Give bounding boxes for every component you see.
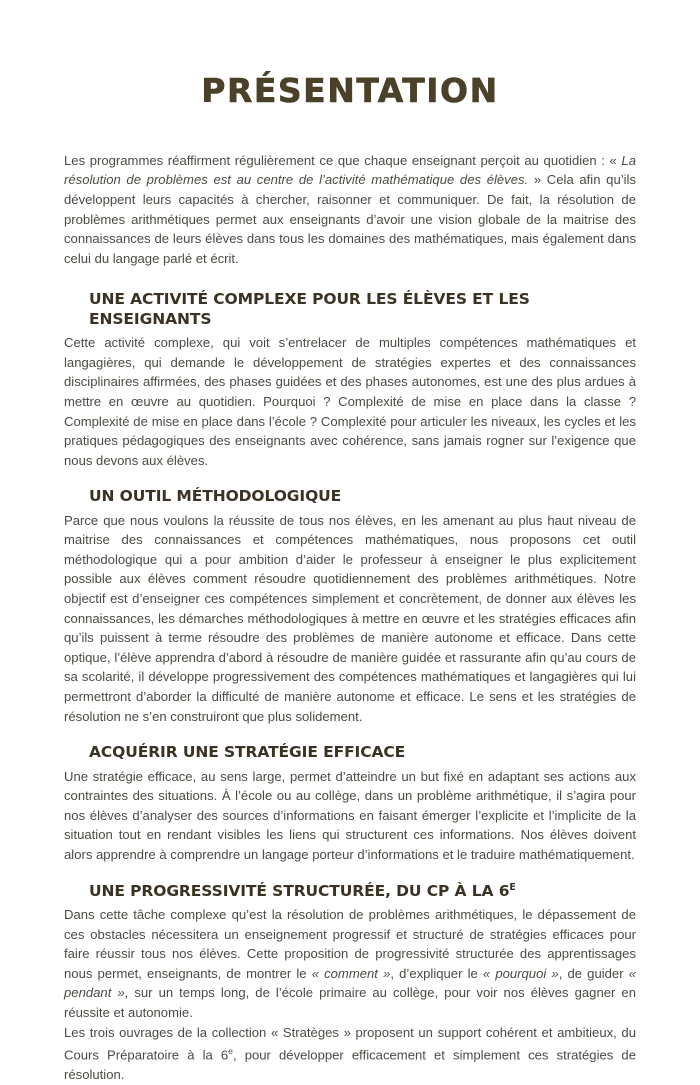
section-paragraph-4b: [64, 1023, 636, 1085]
section-paragraph-3: Une stratégie efficace, au sens large, permet d’atteindre un but fixé en adaptant ses actions aux contraintes des situations. À l’école ou au collège, dans un problème arithmétique, il s’agira pour nos élèves d’analyser des sources d’informations en faisant émerger l’explicite et l’implicite de la situation tout en rendant visibles les liens qui structurent ces informations. Nos élèves doivent alors apprendre à comprendre un langage porteur d’informations et le traduire mathématiquement.: [64, 768, 636, 862]
page-title-container: [64, 0, 636, 131]
intro-quote: La résolution de problèmes est au centre de l’activité mathématique des élèves.: [64, 152, 636, 188]
section-block-1: [64, 290, 636, 470]
para4b-part2: , pour développer efficacement et simplement ces stratégies de résolution.: [64, 1047, 636, 1083]
section-heading-3: ACQUÉRIR UNE STRATÉGIE EFFICACE: [89, 743, 406, 762]
section-paragraph-4a: [64, 905, 636, 1023]
para4a-part3: , de guider: [558, 965, 629, 981]
para4a-quote-pendant: « pendant »: [64, 965, 636, 1001]
intro-text-part1: Les programmes réaffirment régulièrement ce que chaque enseignant perçoit au quotidien : «: [64, 152, 622, 168]
page-title: PRÉSENTATION: [201, 71, 499, 111]
intro-text-part2: » Cela afin qu’ils développent leurs capacités à chercher, raisonner et communiquer. De fait, la résolution de problèmes arithmétiques permet aux enseignants d’avoir une vision globale de la maitrise des connaissances de leurs élèves dans tous les domaines des mathématiques, mais également dans celui du langage parlé et écrit.: [64, 172, 637, 266]
para4b-part1: Les trois ouvrages de la collection « Stratèges » proposent un support cohérent et ambitieux, du Cours Préparatoire à la 6: [64, 1024, 636, 1063]
para4a-quote-comment: « comment »: [311, 965, 391, 981]
section-heading-1: UNE ACTIVITÉ COMPLEXE POUR LES ÉLÈVES ET LES ENSEIGNANTS: [89, 290, 530, 328]
intro-block: [64, 151, 636, 269]
section-heading-4: [64, 882, 636, 902]
para4a-quote-pourquoi: « pourquoi »: [482, 965, 559, 981]
para4a-part1: Dans cette tâche complexe qu’est la résolution de problèmes arithmétiques, le dépassement de ces obstacles nécessitera un enseignement progressif et structuré de stratégies efficaces pour faire réussir tous nos élèves. Cette proposition de progressivité structurée des apprentissages nous permet, enseignants, de montrer le: [64, 907, 636, 981]
section-block-3: [64, 743, 636, 864]
para4b-ordinal: e: [228, 1046, 233, 1057]
para4a-part2: , d’expliquer le: [390, 965, 483, 981]
para4a-part4: , sur un temps long, de l’école primaire au collège, pour voir nos élèves gagner en réussite et autonomie.: [64, 985, 636, 1021]
section-block-4: [64, 882, 636, 1085]
section-heading-4-ordinal: E: [509, 881, 516, 893]
section-paragraph-1: Cette activité complexe, qui voit s’entrelacer de multiples compétences mathématiques et langagières, qui demande le développement de stratégies expertes et des connaissances disciplinaires affirmées, des phases guidées et des phases autonomes, est une des plus ardues à mettre en œuvre au quotidien. Pourquoi ? Complexité de mise en place dans la classe ? Complexité de mise en place dans l’école ? Complexité pour articuler les niveaux, les cycles et les pratiques pédagogiques des enseignants avec cohérence, sans jamais rogner sur l’exigence que nous devons aux élèves.: [64, 335, 636, 468]
section-heading-4-text: UNE PROGRESSIVITÉ STRUCTURÉE, DU CP À LA 6: [89, 881, 510, 900]
intro-paragraph: [64, 151, 636, 269]
section-heading-2: UN OUTIL MÉTHODOLOGIQUE: [89, 487, 342, 506]
section-paragraph-2: Parce que nous voulons la réussite de tous nos élèves, en les amenant au plus haut niveau de maitrise des connaissances et compétences mathématiques, nous proposons cet outil méthodologique qui a pour ambition d’aider le professeur à enseigner le plus explicitement possible aux élèves comment résoudre quotidiennement des problèmes arithmétiques. Notre objectif est d’enseigner ces compétences simplement et concrètement, de donner aux élèves les connaissances, les démarches méthodologiques à mettre en œuvre et les stratégies efficaces afin qu’ils puissent à terme résoudre des problèmes de manière autonome et efficace. Dans cette optique, l’élève apprendra d’abord à résoudre de manière guidée et rassurante afin qu’au cours de sa scolarité, il développe progressivement des compétences mathématiques et langagières qui lui permettront d’aborder la difficulté de manière autonome et efficace. Le sens et les stratégies de résolution ne s’en construiront que plus solidement.: [64, 512, 636, 724]
section-block-2: [64, 487, 636, 726]
